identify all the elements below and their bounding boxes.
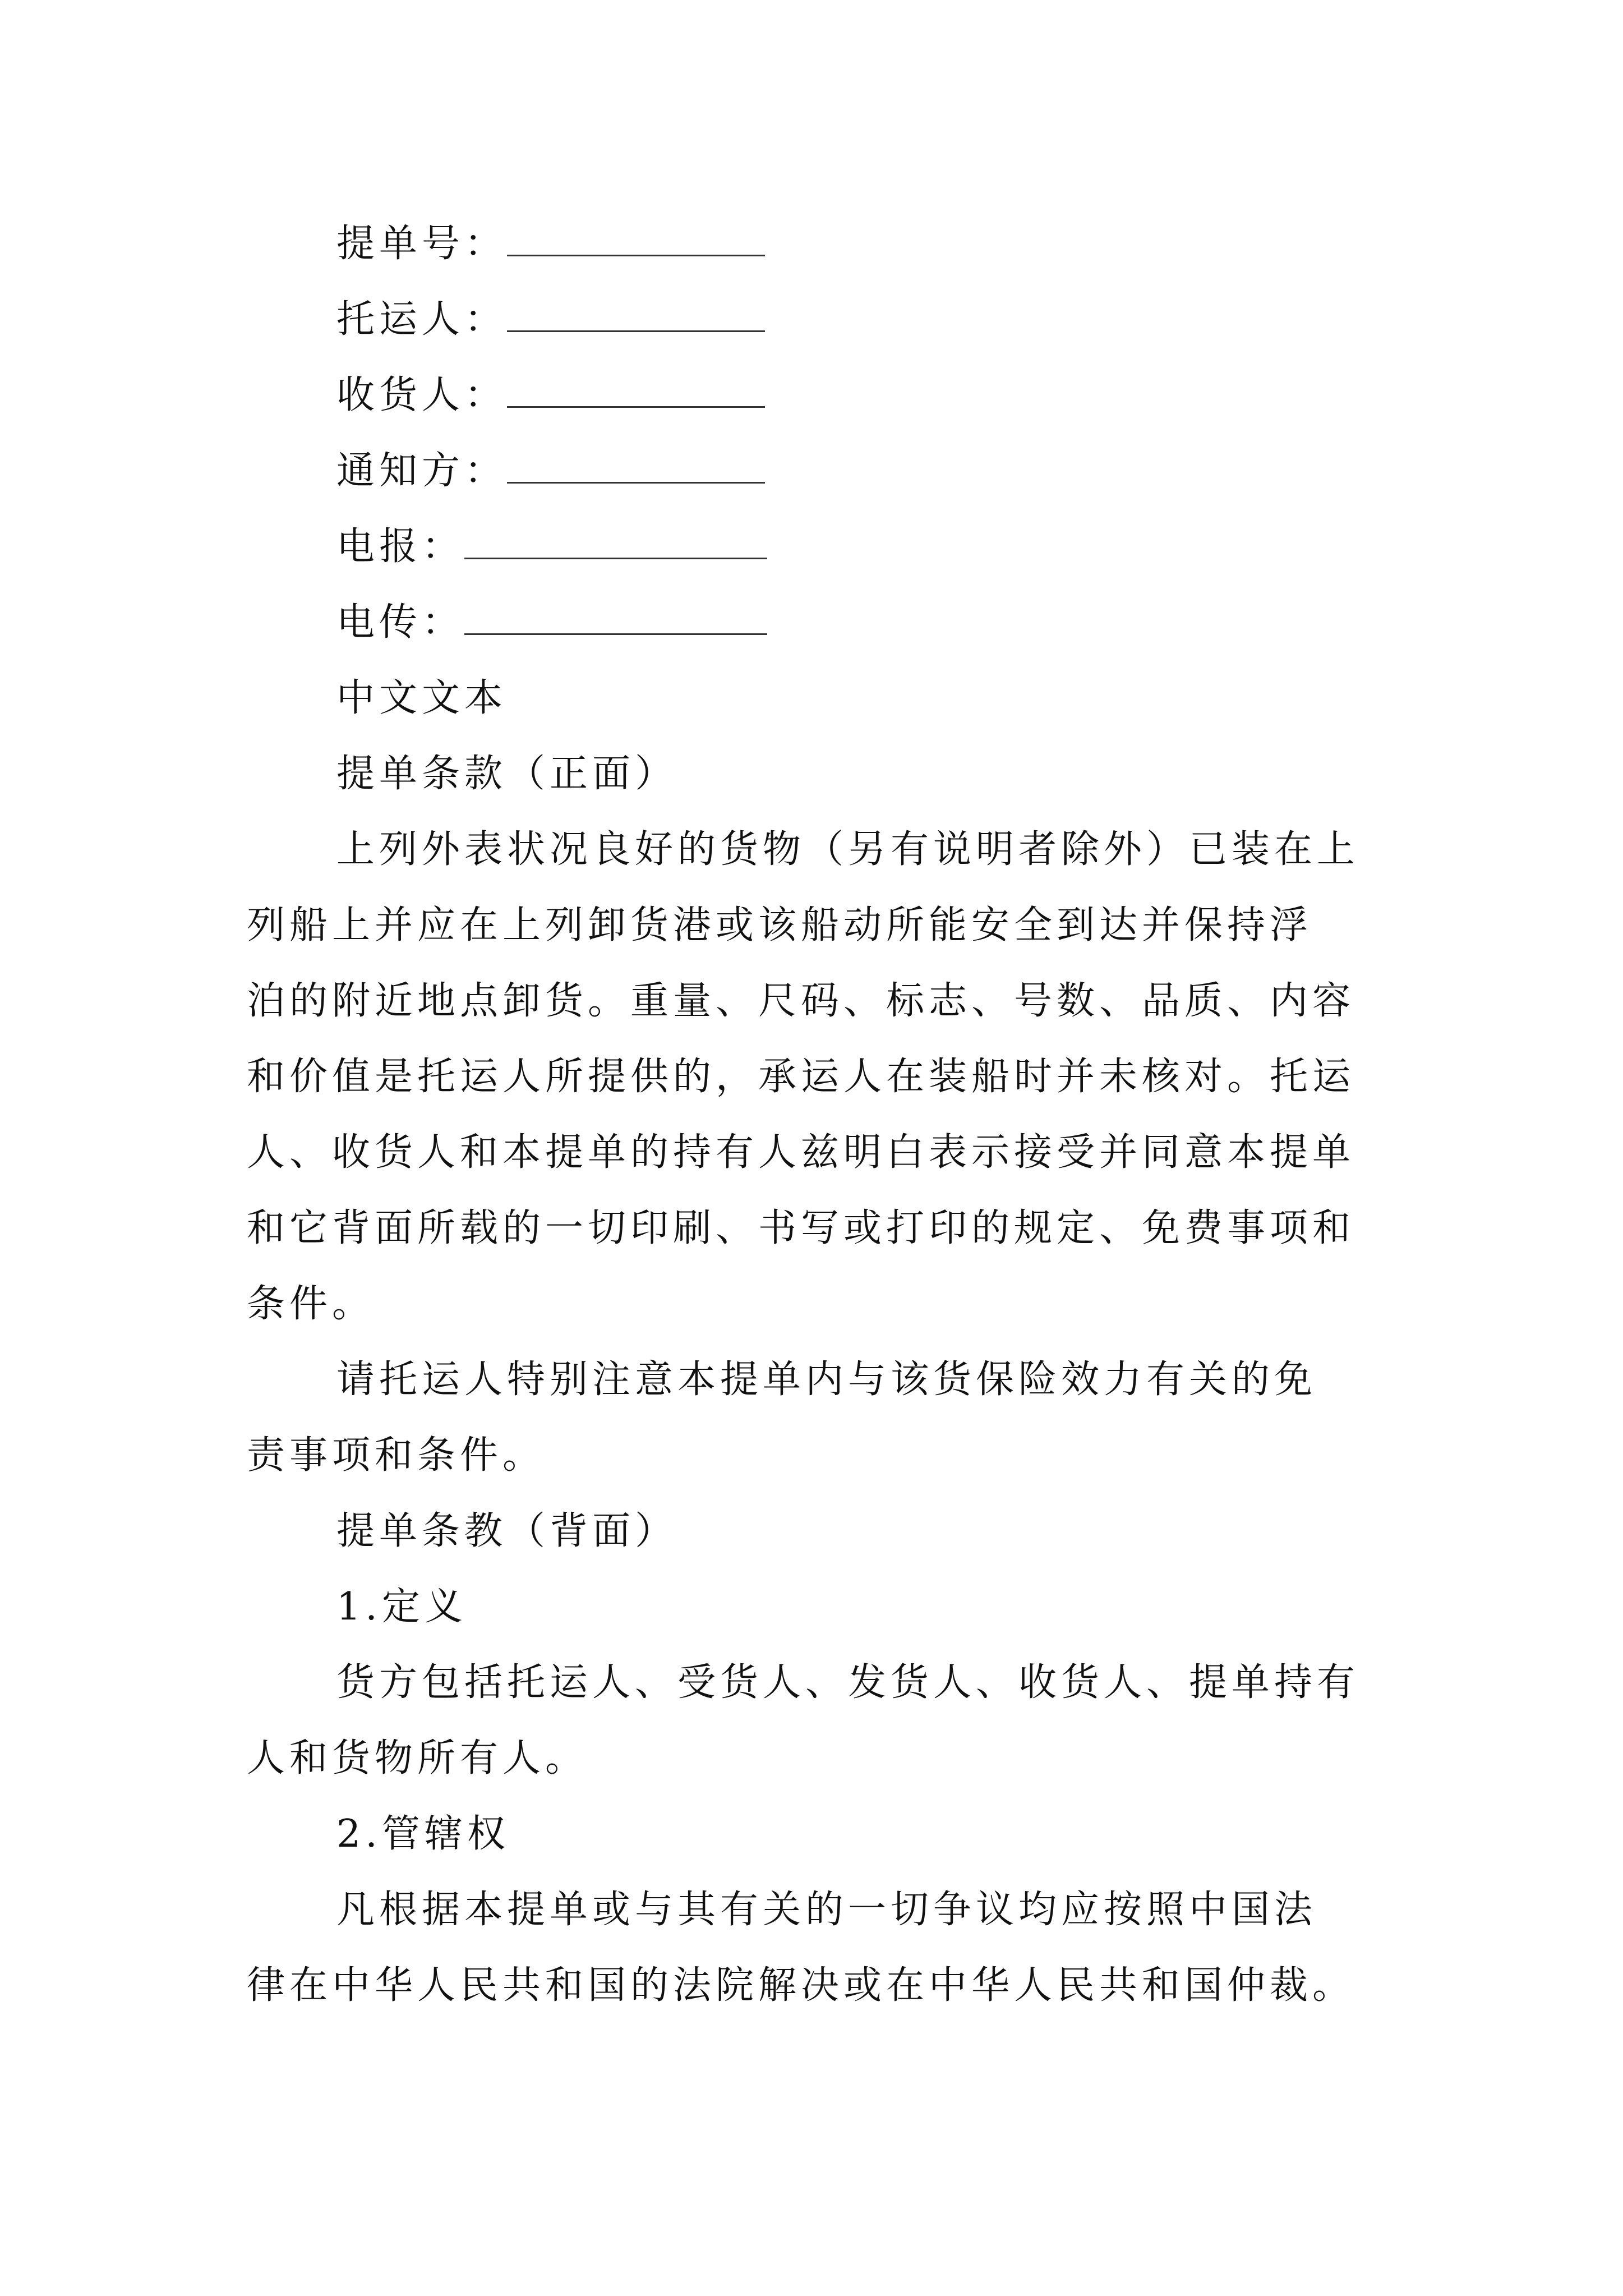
section-title: 中文文本 [336,676,508,720]
shipper-field [336,297,765,342]
field-blank[interactable] [464,601,767,635]
field-label: 电传： [336,600,465,645]
telex-field [336,600,767,645]
item1-line: 人和货物所有人。 [247,1736,588,1780]
consignee-field [336,373,765,418]
front-para1-line: 条件。 [247,1282,375,1326]
field-blank[interactable] [507,222,765,256]
item2-line: 律在中华人民共和国的法院解决或在中华人民共和国仲裁。 [247,1963,1355,2008]
front-para1-line: 人、收货人和本提单的持有人兹明白表示接受并同意本提单 [247,1130,1355,1175]
front-para1-line: 和它背面所载的一切印刷、书写或打印的规定、免费事项和 [247,1206,1355,1250]
notify-party-field [336,449,765,494]
field-blank[interactable] [507,374,765,408]
front-para2-line: 责事项和条件。 [247,1433,546,1478]
front-para2-line: 请托运人特别注意本提单内与该货保险效力有关的免 [336,1358,1317,1402]
front-para1-line: 上列外表状况良好的货物（另有说明者除外）已装在上 [336,827,1360,872]
item1-line: 货方包括托运人、受货人、发货人、收货人、提单持有 [336,1660,1360,1705]
front-heading: 提单条款（正面） [336,752,678,796]
front-para1-line: 和价值是托运人所提供的，承运人在装船时并未核对。托运 [247,1055,1355,1099]
field-blank[interactable] [464,525,767,559]
front-para1-line: 泊的附近地点卸货。重量、尺码、标志、号数、品质、内容 [247,979,1355,1023]
field-blank[interactable] [507,449,765,484]
field-label: 提单号： [336,222,508,266]
field-label: 通知方： [336,449,508,493]
field-label: 收货人： [336,373,508,417]
item1-title: 1.定义 [336,1585,467,1629]
field-label: 电报： [336,524,465,569]
field-blank[interactable] [507,298,765,332]
telegram-field [336,524,767,569]
front-para1-line: 列船上并应在上列卸货港或该船动所能安全到达并保持浮 [247,903,1313,947]
item2-title: 2.管辖权 [336,1812,510,1856]
item2-line: 凡根据本提单或与其有关的一切争议均应按照中国法 [336,1888,1317,1932]
bill-of-lading-number-field [336,222,765,266]
back-heading: 提单条教（背面） [336,1509,678,1553]
field-label: 托运人： [336,297,508,342]
